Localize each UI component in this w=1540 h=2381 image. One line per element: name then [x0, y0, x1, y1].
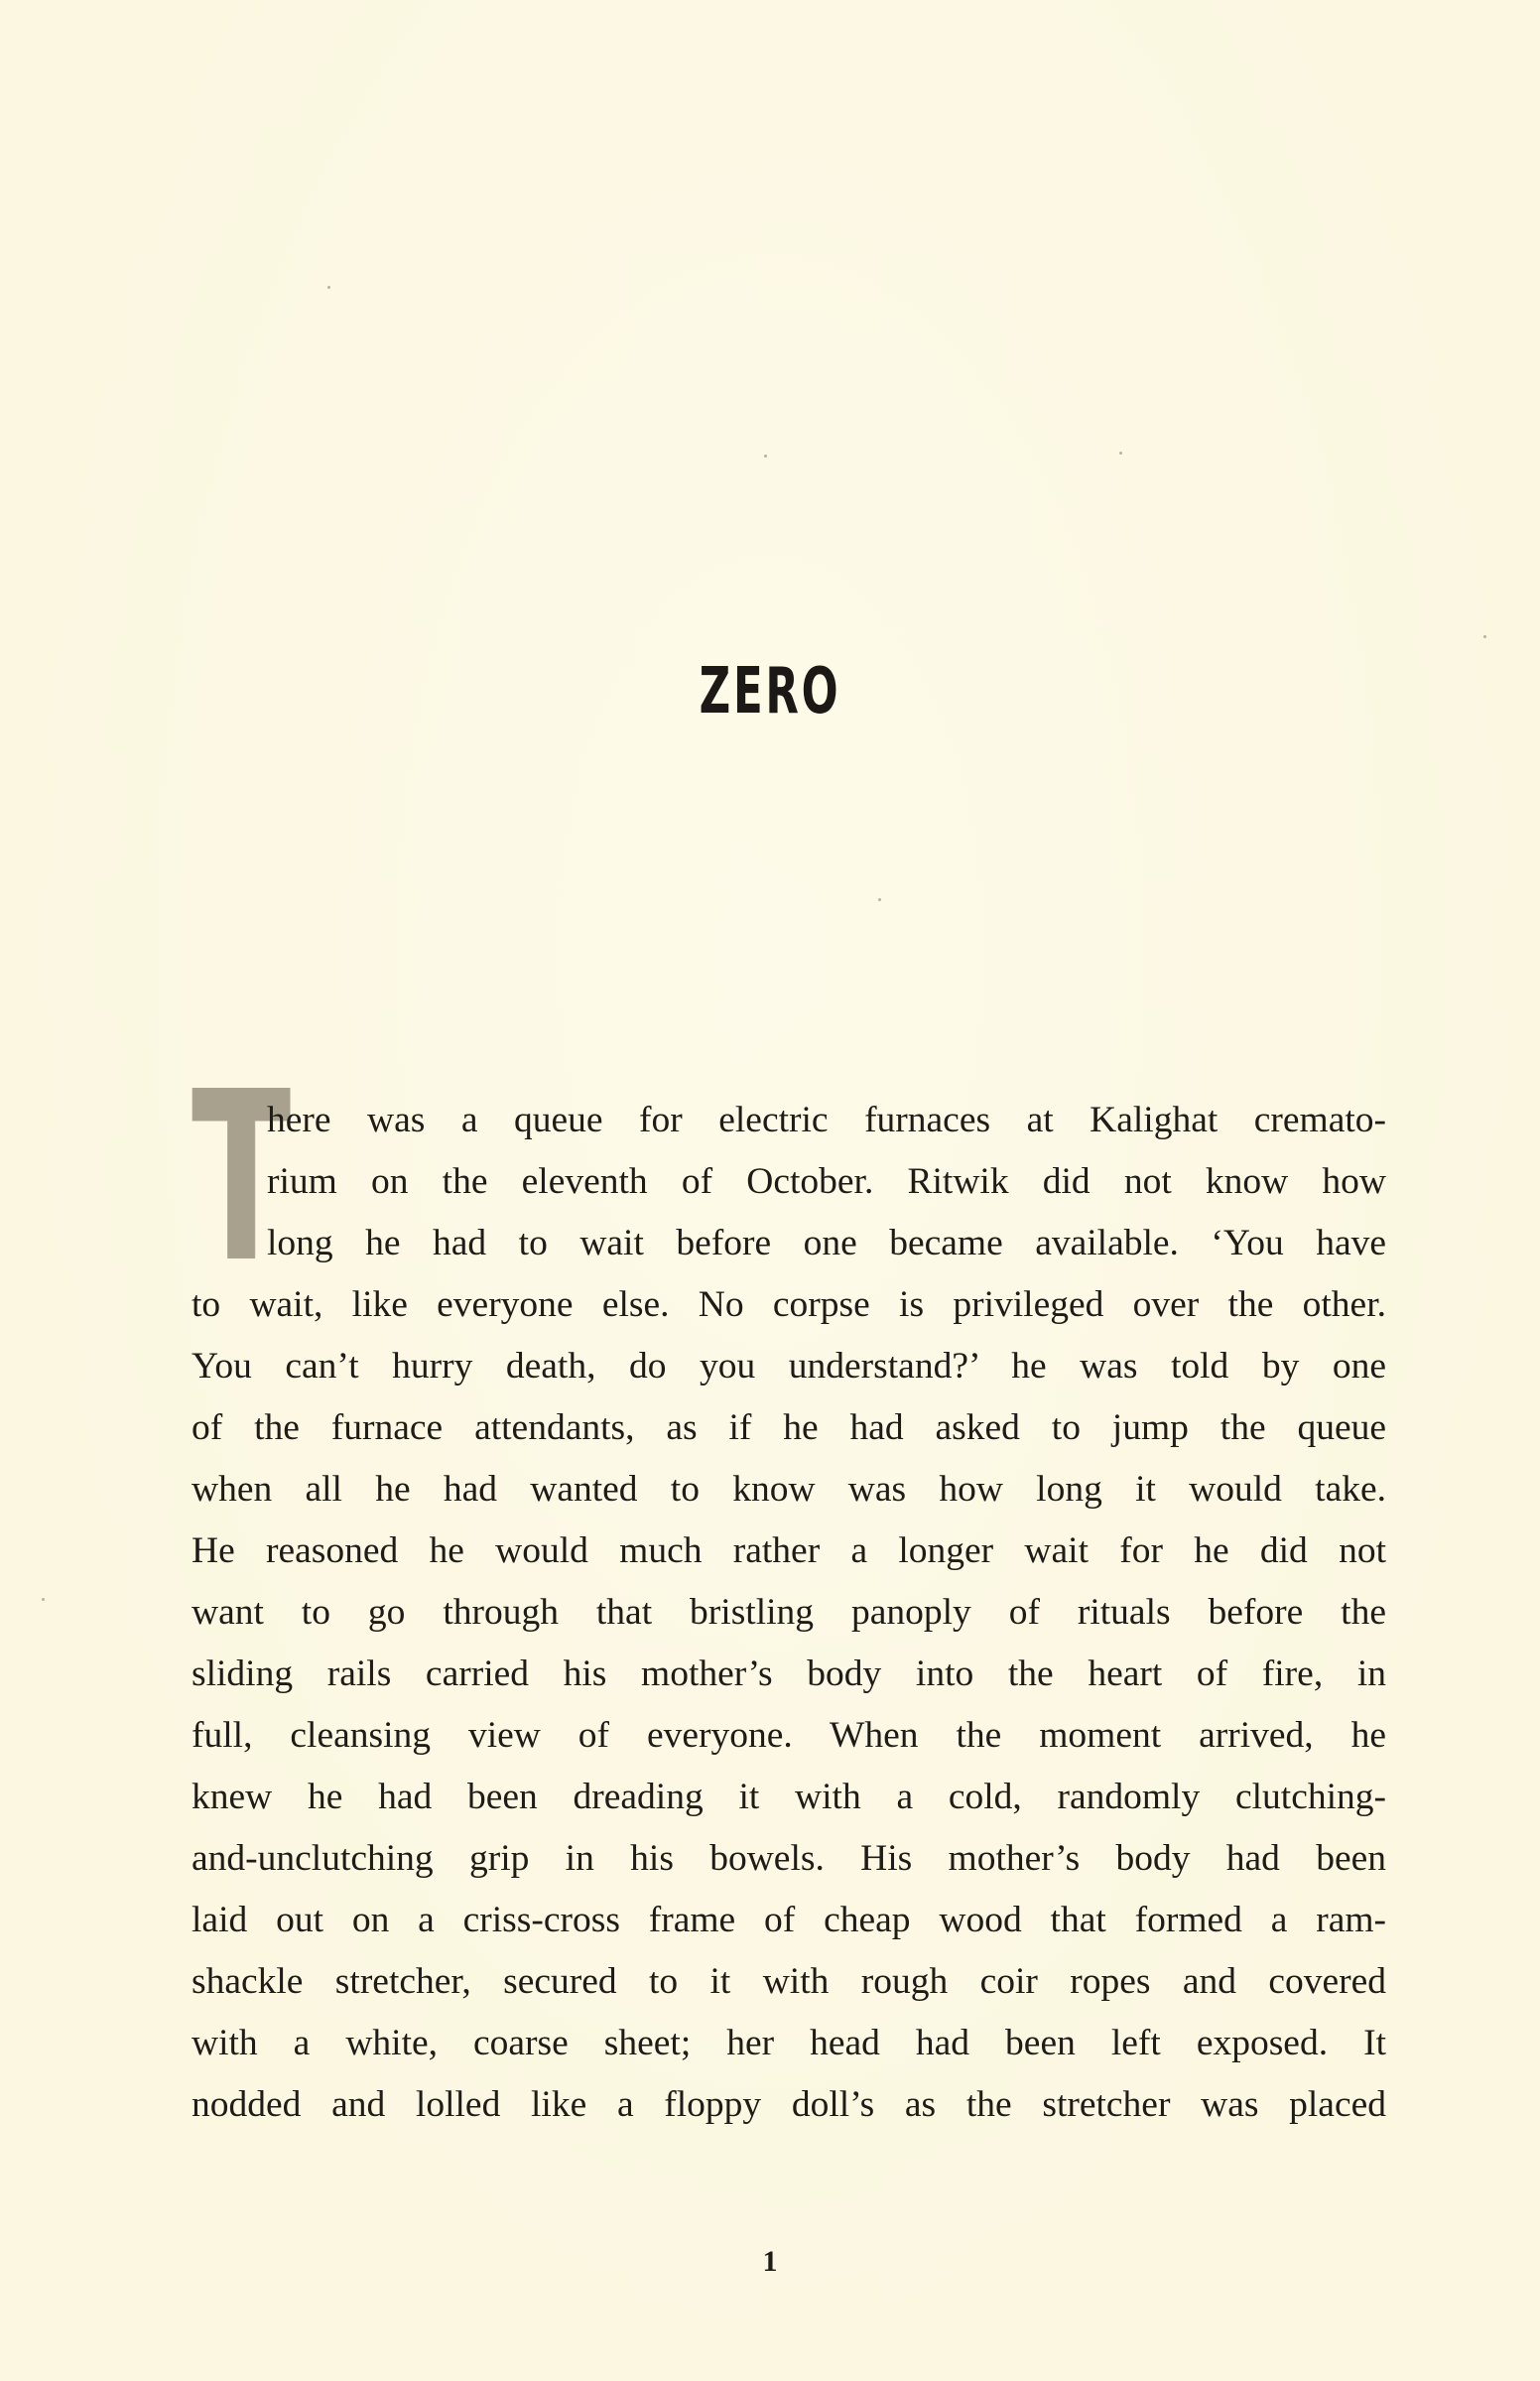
text-line: rium on the eleventh of October. Ritwik did not know how — [267, 1161, 1386, 1202]
text-line: want to go through that bristling panoply of rituals before the — [192, 1592, 1386, 1633]
text-line: sliding rails carried his mother’s body into the heart of fire, in — [192, 1653, 1386, 1694]
text-line: He reasoned he would much rather a longer wait for he did not — [192, 1530, 1386, 1571]
paper-speck — [327, 286, 330, 289]
chapter-title: ZERO — [699, 655, 841, 728]
text-line: when all he had wanted to know was how long it would take. — [192, 1469, 1386, 1510]
text-line: knew he had been dreading it with a cold, randomly clutching- — [192, 1777, 1386, 1817]
paper-speck — [1119, 452, 1122, 455]
text-line: to wait, like everyone else. No corpse is privileged over the other. — [192, 1284, 1386, 1325]
text-line: shackle stretcher, secured to it with rough coir ropes and covered — [192, 1961, 1386, 2002]
paper-speck — [1483, 635, 1486, 638]
paper-speck — [42, 1598, 45, 1601]
text-line: full, cleansing view of everyone. When the moment arrived, he — [192, 1715, 1386, 1756]
text-line: laid out on a criss-cross frame of cheap wood that formed a ram- — [192, 1900, 1386, 1940]
text-line: here was a queue for electric furnaces at Kalighat cremato- — [267, 1100, 1386, 1140]
text-line: You can’t hurry death, do you understand?’ he was told by one — [192, 1346, 1386, 1387]
text-line: long he had to wait before one became available. ‘You have — [267, 1223, 1386, 1263]
text-line: with a white, coarse sheet; her head had been left exposed. It — [192, 2023, 1386, 2063]
text-line: nodded and lolled like a floppy doll’s as the stretcher was placed — [192, 2084, 1386, 2125]
chapter-body — [192, 1090, 1386, 2136]
paper-speck — [764, 455, 767, 458]
paper-speck — [878, 898, 881, 901]
page-number: 1 — [762, 2245, 778, 2278]
text-line: and-unclutching grip in his bowels. His mother’s body had been — [192, 1838, 1386, 1879]
drop-cap: T — [192, 1041, 291, 1314]
text-line: of the furnace attendants, as if he had asked to jump the queue — [192, 1407, 1386, 1448]
